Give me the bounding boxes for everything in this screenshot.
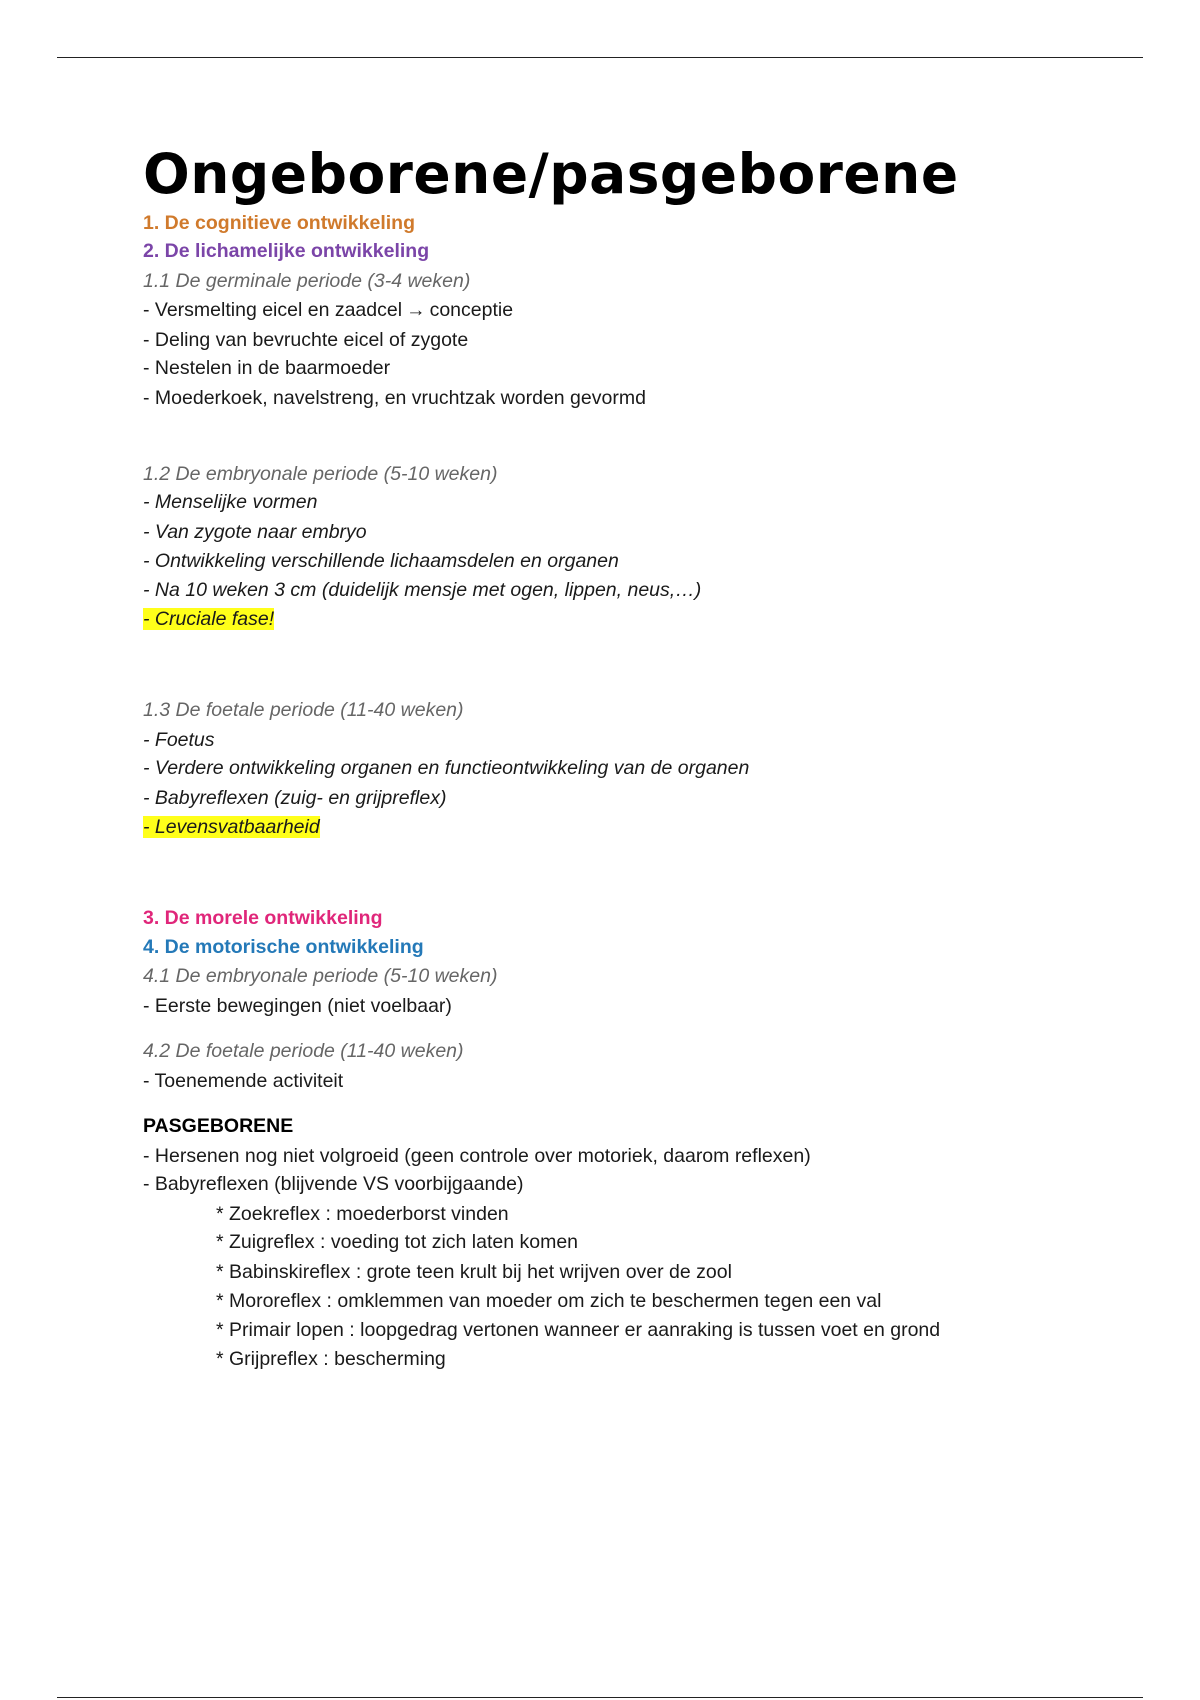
list-item: - Eerste bewegingen (niet voelbaar) bbox=[143, 995, 452, 1017]
heading-newborn: PASGEBORENE bbox=[143, 1115, 294, 1137]
list-item-text: conceptie bbox=[429, 299, 514, 321]
reflex-item: * Babinskireflex : grote teen krult bij het wrijven over de zool bbox=[216, 1261, 732, 1283]
list-item bbox=[143, 298, 513, 322]
page-title: Ongeborene/pasgeborene bbox=[143, 142, 959, 206]
reflex-item: * Mororeflex : omklemmen van moeder om zich te beschermen tegen een val bbox=[216, 1290, 882, 1312]
subheading-embryonic-motor: 4.1 De embryonale periode (5-10 weken) bbox=[143, 965, 498, 987]
list-item: - Na 10 weken 3 cm (duidelijk mensje met ogen, lippen, neus,…) bbox=[143, 579, 702, 601]
list-item: - Ontwikkeling verschillende lichaamsdelen en organen bbox=[143, 550, 619, 572]
list-item-text: - Versmelting eicel en zaadcel bbox=[143, 299, 403, 321]
highlight-item bbox=[143, 607, 274, 631]
list-item: - Foetus bbox=[143, 729, 215, 751]
reflex-item: * Grijpreflex : bescherming bbox=[216, 1348, 446, 1370]
bottom-rule bbox=[57, 1697, 1143, 1698]
subheading-embryonic: 1.2 De embryonale periode (5-10 weken) bbox=[143, 463, 498, 485]
heading-moral: 3. De morele ontwikkeling bbox=[143, 907, 383, 929]
reflex-item: * Zuigreflex : voeding tot zich laten komen bbox=[216, 1231, 579, 1253]
highlighted-text: - Cruciale fase! bbox=[143, 608, 275, 630]
list-item: - Verdere ontwikkeling organen en functieontwikkeling van de organen bbox=[143, 757, 750, 779]
arrow-right-icon: → bbox=[406, 299, 426, 321]
subheading-fetal: 1.3 De foetale periode (11-40 weken) bbox=[143, 699, 464, 721]
list-item: - Deling van bevruchte eicel of zygote bbox=[143, 329, 469, 351]
heading-motor: 4. De motorische ontwikkeling bbox=[143, 936, 424, 958]
highlight-item bbox=[143, 815, 320, 839]
list-item: - Babyreflexen (zuig- en grijpreflex) bbox=[143, 787, 447, 809]
list-item: - Toenemende activiteit bbox=[143, 1070, 344, 1092]
highlighted-text: - Levensvatbaarheid bbox=[143, 816, 320, 838]
list-item: - Nestelen in de baarmoeder bbox=[143, 357, 391, 379]
list-item: - Van zygote naar embryo bbox=[143, 521, 367, 543]
reflex-item: * Zoekreflex : moederborst vinden bbox=[216, 1203, 509, 1225]
list-item: - Babyreflexen (blijvende VS voorbijgaande) bbox=[143, 1173, 524, 1195]
subheading-germinal: 1.1 De germinale periode (3-4 weken) bbox=[143, 270, 471, 292]
list-item: - Menselijke vormen bbox=[143, 491, 318, 513]
heading-physical: 2. De lichamelijke ontwikkeling bbox=[143, 240, 430, 262]
list-item: - Hersenen nog niet volgroeid (geen controle over motoriek, daarom reflexen) bbox=[143, 1145, 811, 1167]
top-rule bbox=[57, 57, 1143, 58]
subheading-fetal-motor: 4.2 De foetale periode (11-40 weken) bbox=[143, 1040, 464, 1062]
heading-cognitive: 1. De cognitieve ontwikkeling bbox=[143, 212, 415, 234]
reflex-item: * Primair lopen : loopgedrag vertonen wanneer er aanraking is tussen voet en grond bbox=[216, 1319, 941, 1341]
list-item: - Moederkoek, navelstreng, en vruchtzak worden gevormd bbox=[143, 387, 646, 409]
